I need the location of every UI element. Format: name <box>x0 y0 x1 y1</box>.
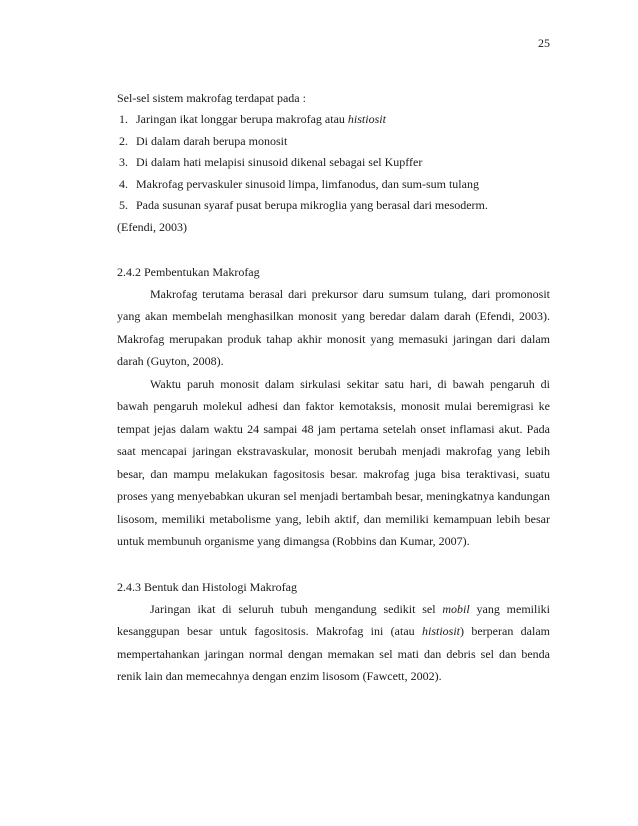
list-number: 4. <box>119 176 128 191</box>
section-heading-2-4-2: 2.4.2 Pembentukan Makrofag <box>117 264 260 279</box>
section-heading-2-4-3: 2.4.3 Bentuk dan Histologi Makrofag <box>117 579 297 594</box>
list-text: Di dalam hati melapisi sinusoid dikenal sebagai sel Kupffer <box>136 155 423 169</box>
list-item <box>117 109 550 131</box>
emphasis-term: mobil <box>442 601 470 616</box>
list-number: 3. <box>119 155 128 169</box>
page-number: 25 <box>538 36 550 50</box>
macrophage-location-list <box>117 109 550 217</box>
list-item <box>117 152 550 174</box>
page-content <box>117 88 550 688</box>
paragraph: Waktu paruh monosit dalam sirkulasi sekitar satu hari, di bawah pengaruh di bawah pengaruh molekul adhesi dan faktor kemotaksis, monosit mulai beremigrasi ke tempat jejas dalam waktu 24 sampai 48 jam pertama setelah onset inflamasi akut. Pada saat mencapai jaringan ekstravaskular, monosit berubah menjadi makrofag yang lebih besar, dan mampu melakukan fagositosis besar. makrofag juga bisa teraktivasi, suatu proses yang menyebabkan ukuran sel menjadi bertambah besar, meningkatnya kandungan lisosom, memiliki metabolisme yang, lebih aktif, dan memiliki kemampuan lebih besar untuk membunuh organisme yang dimangsa (Robbins dan Kumar, 2007). <box>117 376 550 548</box>
list-text: Jaringan ikat longgar berupa makrofag atau histiosit <box>136 112 386 126</box>
list-number: 2. <box>119 133 128 148</box>
list-item <box>117 195 550 217</box>
list-text: Pada susunan syaraf pusat berupa mikroglia yang berasal dari mesoderm. <box>136 198 488 212</box>
paragraph: Makrofag terutama berasal dari prekursor daru sumsum tulang, dari promonosit yang akan membelah menghasilkan monosit yang beredar dalam darah (Efendi, 2003). Makrofag merupakan produk tahap akhir monosit yang memasuki jaringan dari dalam darah (Guyton, 2008). <box>117 286 550 368</box>
list-number: 1. <box>119 112 128 126</box>
paragraph: Jaringan ikat di seluruh tubuh mengandung sedikit sel mobil yang memiliki kesanggupan besar untuk fagositosis. Makrofag ini (atau histiosit) berperan dalam mempertahankan jaringan normal dengan memakan sel mati dan debris sel dan benda renik lain dan memecahnya dengan enzim lisosom (Fawcett, 2002). <box>117 601 550 683</box>
citation: (Efendi, 2003) <box>117 219 187 234</box>
list-number: 5. <box>119 198 128 212</box>
intro-text: Sel-sel sistem makrofag terdapat pada : <box>117 91 306 105</box>
list-item <box>117 131 550 153</box>
list-text: Di dalam darah berupa monosit <box>136 133 288 148</box>
emphasis-term: histiosit <box>347 112 386 126</box>
emphasis-term: histiosit <box>422 624 461 638</box>
list-item <box>117 174 550 196</box>
list-text: Makrofag pervaskuler sinusoid limpa, limfanodus, dan sum-sum tulang <box>136 176 479 191</box>
